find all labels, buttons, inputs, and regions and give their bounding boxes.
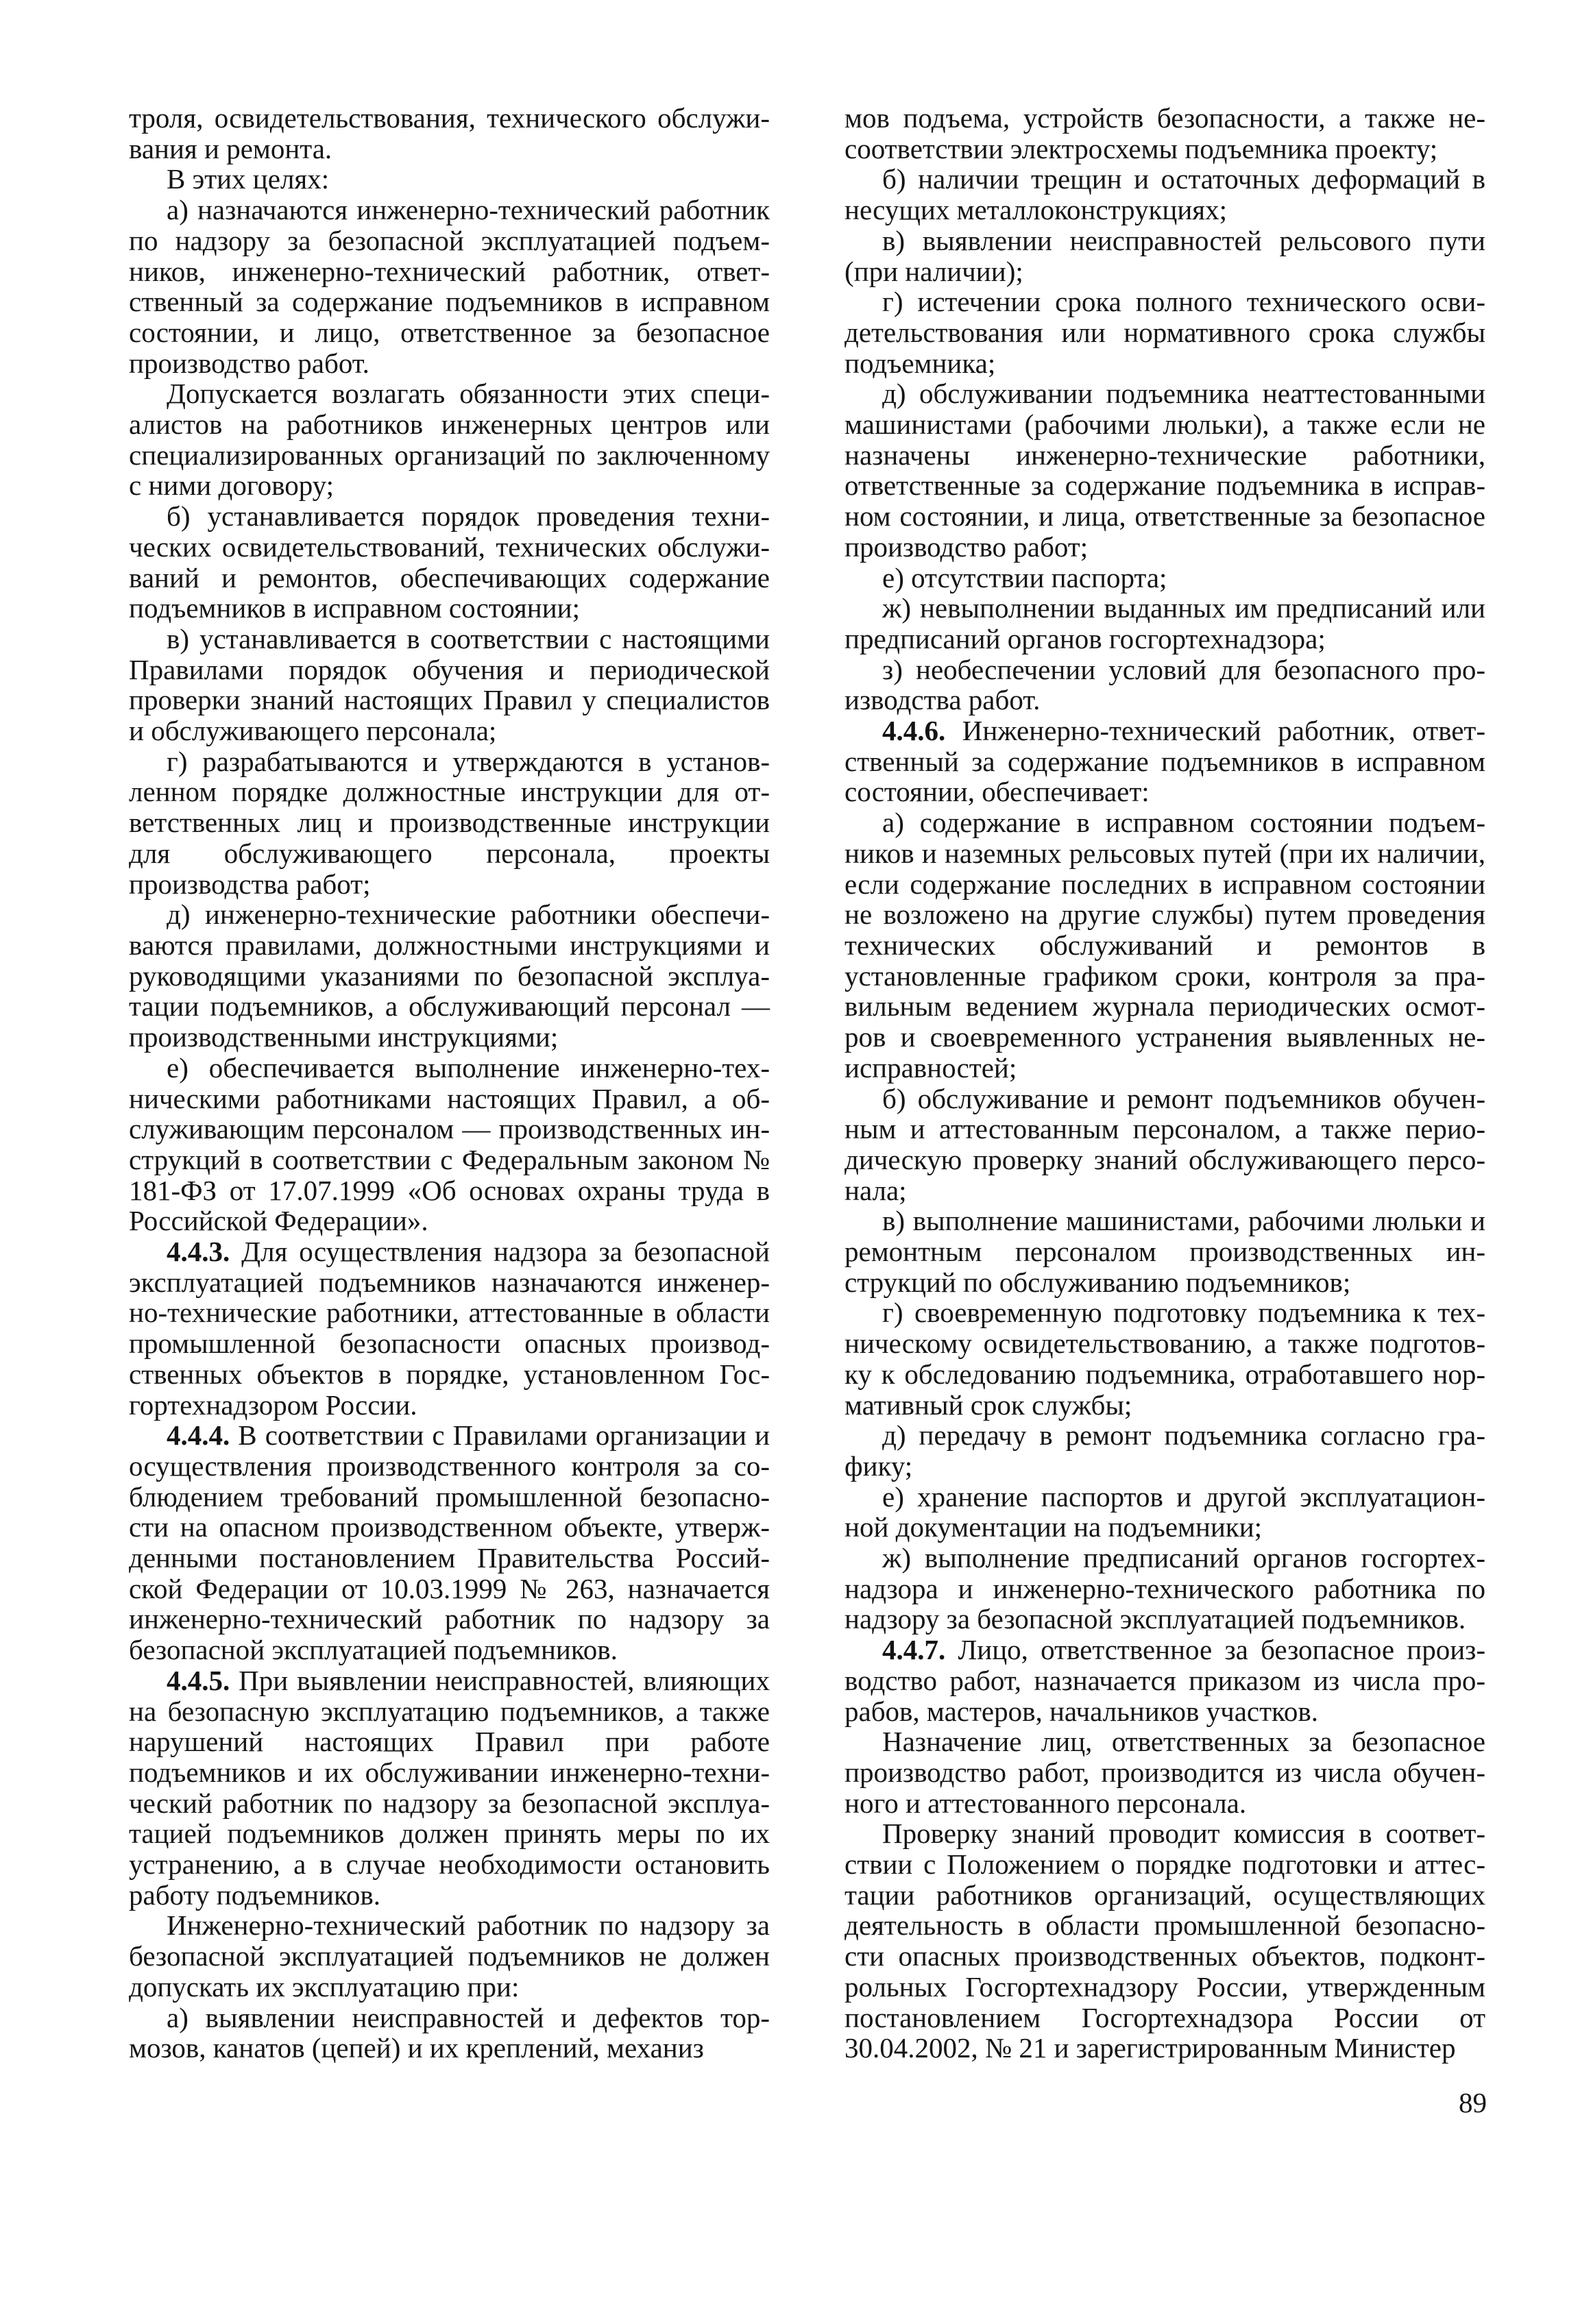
paragraph-text: Лицо, ответственное за безопасное производство работ, назначается приказом из числа прорабов, мастеров, начальников участков. — [845, 1634, 1485, 1727]
paragraph-text: в) выявлении неисправностей рельсового пути (при наличии); — [845, 224, 1485, 287]
section-number: 4.4.4. — [167, 1419, 230, 1452]
section-number: 4.4.5. — [167, 1664, 230, 1696]
paragraph-text: Проверку знаний проводит комиссия в соответствии с Положением о порядке подготовки и аттестации работников организаций, осуществляющих деятельность в области промышленной безопасности опасных производственных объектов, подконтрольных Госгортехнадзору России, утвержденным постановлением Госгортехнадзора России от 30.04.2002, № 21 и зарегистрированным Министер — [845, 1818, 1485, 2064]
paragraph — [845, 378, 1485, 562]
page-number: 89 — [1459, 2087, 1487, 2118]
paragraph — [129, 746, 770, 900]
paragraph — [129, 1053, 770, 1236]
paragraph — [845, 164, 1485, 225]
paragraph — [845, 1818, 1485, 2064]
paragraph — [845, 655, 1485, 715]
paragraph — [845, 1206, 1485, 1297]
paragraph — [845, 1084, 1485, 1206]
right-column — [845, 103, 1485, 2064]
paragraph-text: ж) невыполнении выданных им предписаний или предписаний органов госгортехнадзора; — [845, 592, 1485, 655]
paragraph-text: б) устанавливается порядок проведения технических освидетельствований, технических обслуживаний и ремонтов, обеспечивающих содержание подъемников в исправном состоянии; — [129, 500, 770, 624]
paragraph — [845, 1635, 1485, 1726]
paragraph — [129, 1420, 770, 1665]
paragraph-text: ж) выполнение предписаний органов госгортехнадзора и инженерно-технического работника по надзору за безопасной эксплуатацией подъемников. — [845, 1542, 1485, 1635]
paragraph — [845, 1726, 1485, 1818]
paragraph-text: Допускается возлагать обязанности этих специалистов на работников инженерных центров или специализированных организаций по заключенному с ними договору; — [129, 378, 770, 502]
paragraph-text: мов подъема, устройств безопасности, а также несоответствии электросхемы подъемника проекту; — [845, 102, 1485, 164]
paragraph — [845, 593, 1485, 654]
paragraph-text: Инженерно-технический работник по надзору за безопасной эксплуатацией подъемников не должен допускать их эксплуатацию при: — [129, 1909, 770, 2003]
paragraph-text: в) выполнение машинистами, рабочими люльки и ремонтным персоналом производственных инструкций по обслуживанию подъемников; — [845, 1205, 1485, 1298]
paragraph-text: д) обслуживании подъемника неаттестованными машинистами (рабочими люльки), а также если не назначены инженерно-технические работники, ответственные за содержание подъемника в исправном состоянии, и лица, ответственные за безопасное производство работ; — [845, 378, 1485, 563]
paragraph — [845, 103, 1485, 164]
paragraph-text: В соответствии с Правилами организации и осуществления производственного контроля за соблюдением требований промышленной безопасности на опасном производственном объекте, утвержденными постановлением Правительства Российской Федерации от 10.03.1999 № 263, назначается инженерно-технический работник по надзору за безопасной эксплуатацией подъемников. — [129, 1419, 770, 1666]
paragraph-text: д) передачу в ремонт подъемника согласно графику; — [845, 1419, 1485, 1482]
paragraph-text: б) обслуживание и ремонт подъемников обученным и аттестованным персоналом, а также периодическую проверку знаний обслуживающего персонала; — [845, 1082, 1485, 1206]
paragraph — [129, 1910, 770, 2002]
paragraph — [129, 164, 770, 195]
paragraph — [129, 899, 770, 1053]
paragraph-text: При выявлении неисправностей, влияющих на безопасную эксплуатацию подъемников, а также нарушений настоящих Правил при работе подъемников и их обслуживании инженерно-технический работник по надзору за безопасной эксплуатацией подъемников должен принять меры по их устранению, а в случае необходимости остановить работу подъемников. — [129, 1664, 770, 1911]
paragraph — [129, 624, 770, 746]
paragraph — [845, 563, 1485, 594]
paragraph-text: б) наличии трещин и остаточных деформаций в несущих металлоконструкциях; — [845, 163, 1485, 226]
paragraph-text: г) своевременную подготовку подъемника к техническому освидетельствованию, а также подготовку к обследованию подъемника, отработавшего нормативный срок службы; — [845, 1297, 1485, 1421]
paragraph-text: в) устанавливается в соответствии с настоящими Правилами порядок обучения и периодической проверки знаний настоящих Правил у специалистов и обслуживающего персонала; — [129, 622, 770, 747]
paragraph-text: троля, освидетельствования, технического обслуживания и ремонта. — [129, 102, 770, 164]
paragraph-text: е) обеспечивается выполнение инженерно-техническими работниками настоящих Правил, а обслуживающим персоналом — производственных инструкций в соответствии с Федеральным законом № 181-ФЗ от 17.07.1999 «Об основах охраны труда в Российской Федерации». — [129, 1051, 770, 1237]
paragraph — [845, 1543, 1485, 1635]
paragraph — [129, 2003, 770, 2064]
paragraph — [129, 501, 770, 624]
paragraph-text: е) хранение паспортов и другой эксплуатационной документации на подъемники; — [845, 1480, 1485, 1543]
paragraph-text: Для осуществления надзора за безопасной эксплуатацией подъемников назначаются инженерно-технические работники, аттестованные в области промышленной безопасности опасных производственных объектов в порядке, установленном Госгортехнадзором России. — [129, 1236, 770, 1421]
paragraph-text: а) содержание в исправном состоянии подъемников и наземных рельсовых путей (при их наличии, если содержание последних в исправном состоянии не возложено на другие службы) путем проведения технических обслуживаний и ремонтов в установленные графиком сроки, контроля за правильным ведением журнала периодических осмотров и своевременного устранения выявленных неисправностей; — [845, 807, 1485, 1084]
paragraph-text: г) истечении срока полного технического освидетельствования или нормативного срока службы подъемника; — [845, 286, 1485, 379]
paragraph — [845, 715, 1485, 807]
paragraph-text: Назначение лиц, ответственных за безопасное производство работ, производится из числа обученного и аттестованного персонала. — [845, 1726, 1485, 1819]
paragraph — [845, 807, 1485, 1083]
paragraph-text: Инженерно-технический работник, ответственный за содержание подъемников в исправном состоянии, обеспечивает: — [845, 715, 1485, 808]
section-number: 4.4.3. — [167, 1236, 230, 1268]
paragraph-text: г) разрабатываются и утверждаются в установленном порядке должностные инструкции для ответственных лиц и производственные инструкции для обслуживающего персонала, проекты производства работ; — [129, 745, 770, 900]
section-number: 4.4.7. — [882, 1634, 946, 1666]
paragraph — [845, 1482, 1485, 1543]
paragraph-text: а) назначаются инженерно-технический работник по надзору за безопасной эксплуатацией подъемников, инженерно-технический работник, ответственный за содержание подъемников в исправном состоянии, и лицо, ответственное за безопасное производство работ. — [129, 194, 770, 379]
paragraph — [845, 1297, 1485, 1420]
paragraph — [129, 378, 770, 501]
paragraph — [129, 103, 770, 164]
paragraph-text: з) необеспечении условий для безопасного производства работ. — [845, 653, 1485, 716]
paragraph — [845, 1420, 1485, 1481]
paragraph-text: е) отсутствии паспорта; — [882, 561, 1167, 594]
paragraph — [129, 1665, 770, 1911]
paragraph-text: а) выявлении неисправностей и дефектов тормозов, канатов (цепей) и их креплений, механиз — [129, 2001, 770, 2064]
paragraph-text: д) инженерно-технические работники обеспечиваются правилами, должностными инструкциями и руководящими указаниями по безопасной эксплуатации подъемников, а обслуживающий персонал — производственными инструкциями; — [129, 898, 770, 1053]
paragraph — [129, 1236, 770, 1420]
paragraph-text: В этих целях: — [167, 163, 330, 195]
paragraph — [845, 225, 1485, 286]
paragraph — [845, 286, 1485, 378]
section-number: 4.4.6. — [882, 715, 946, 747]
left-column — [129, 103, 770, 2064]
paragraph — [129, 195, 770, 378]
